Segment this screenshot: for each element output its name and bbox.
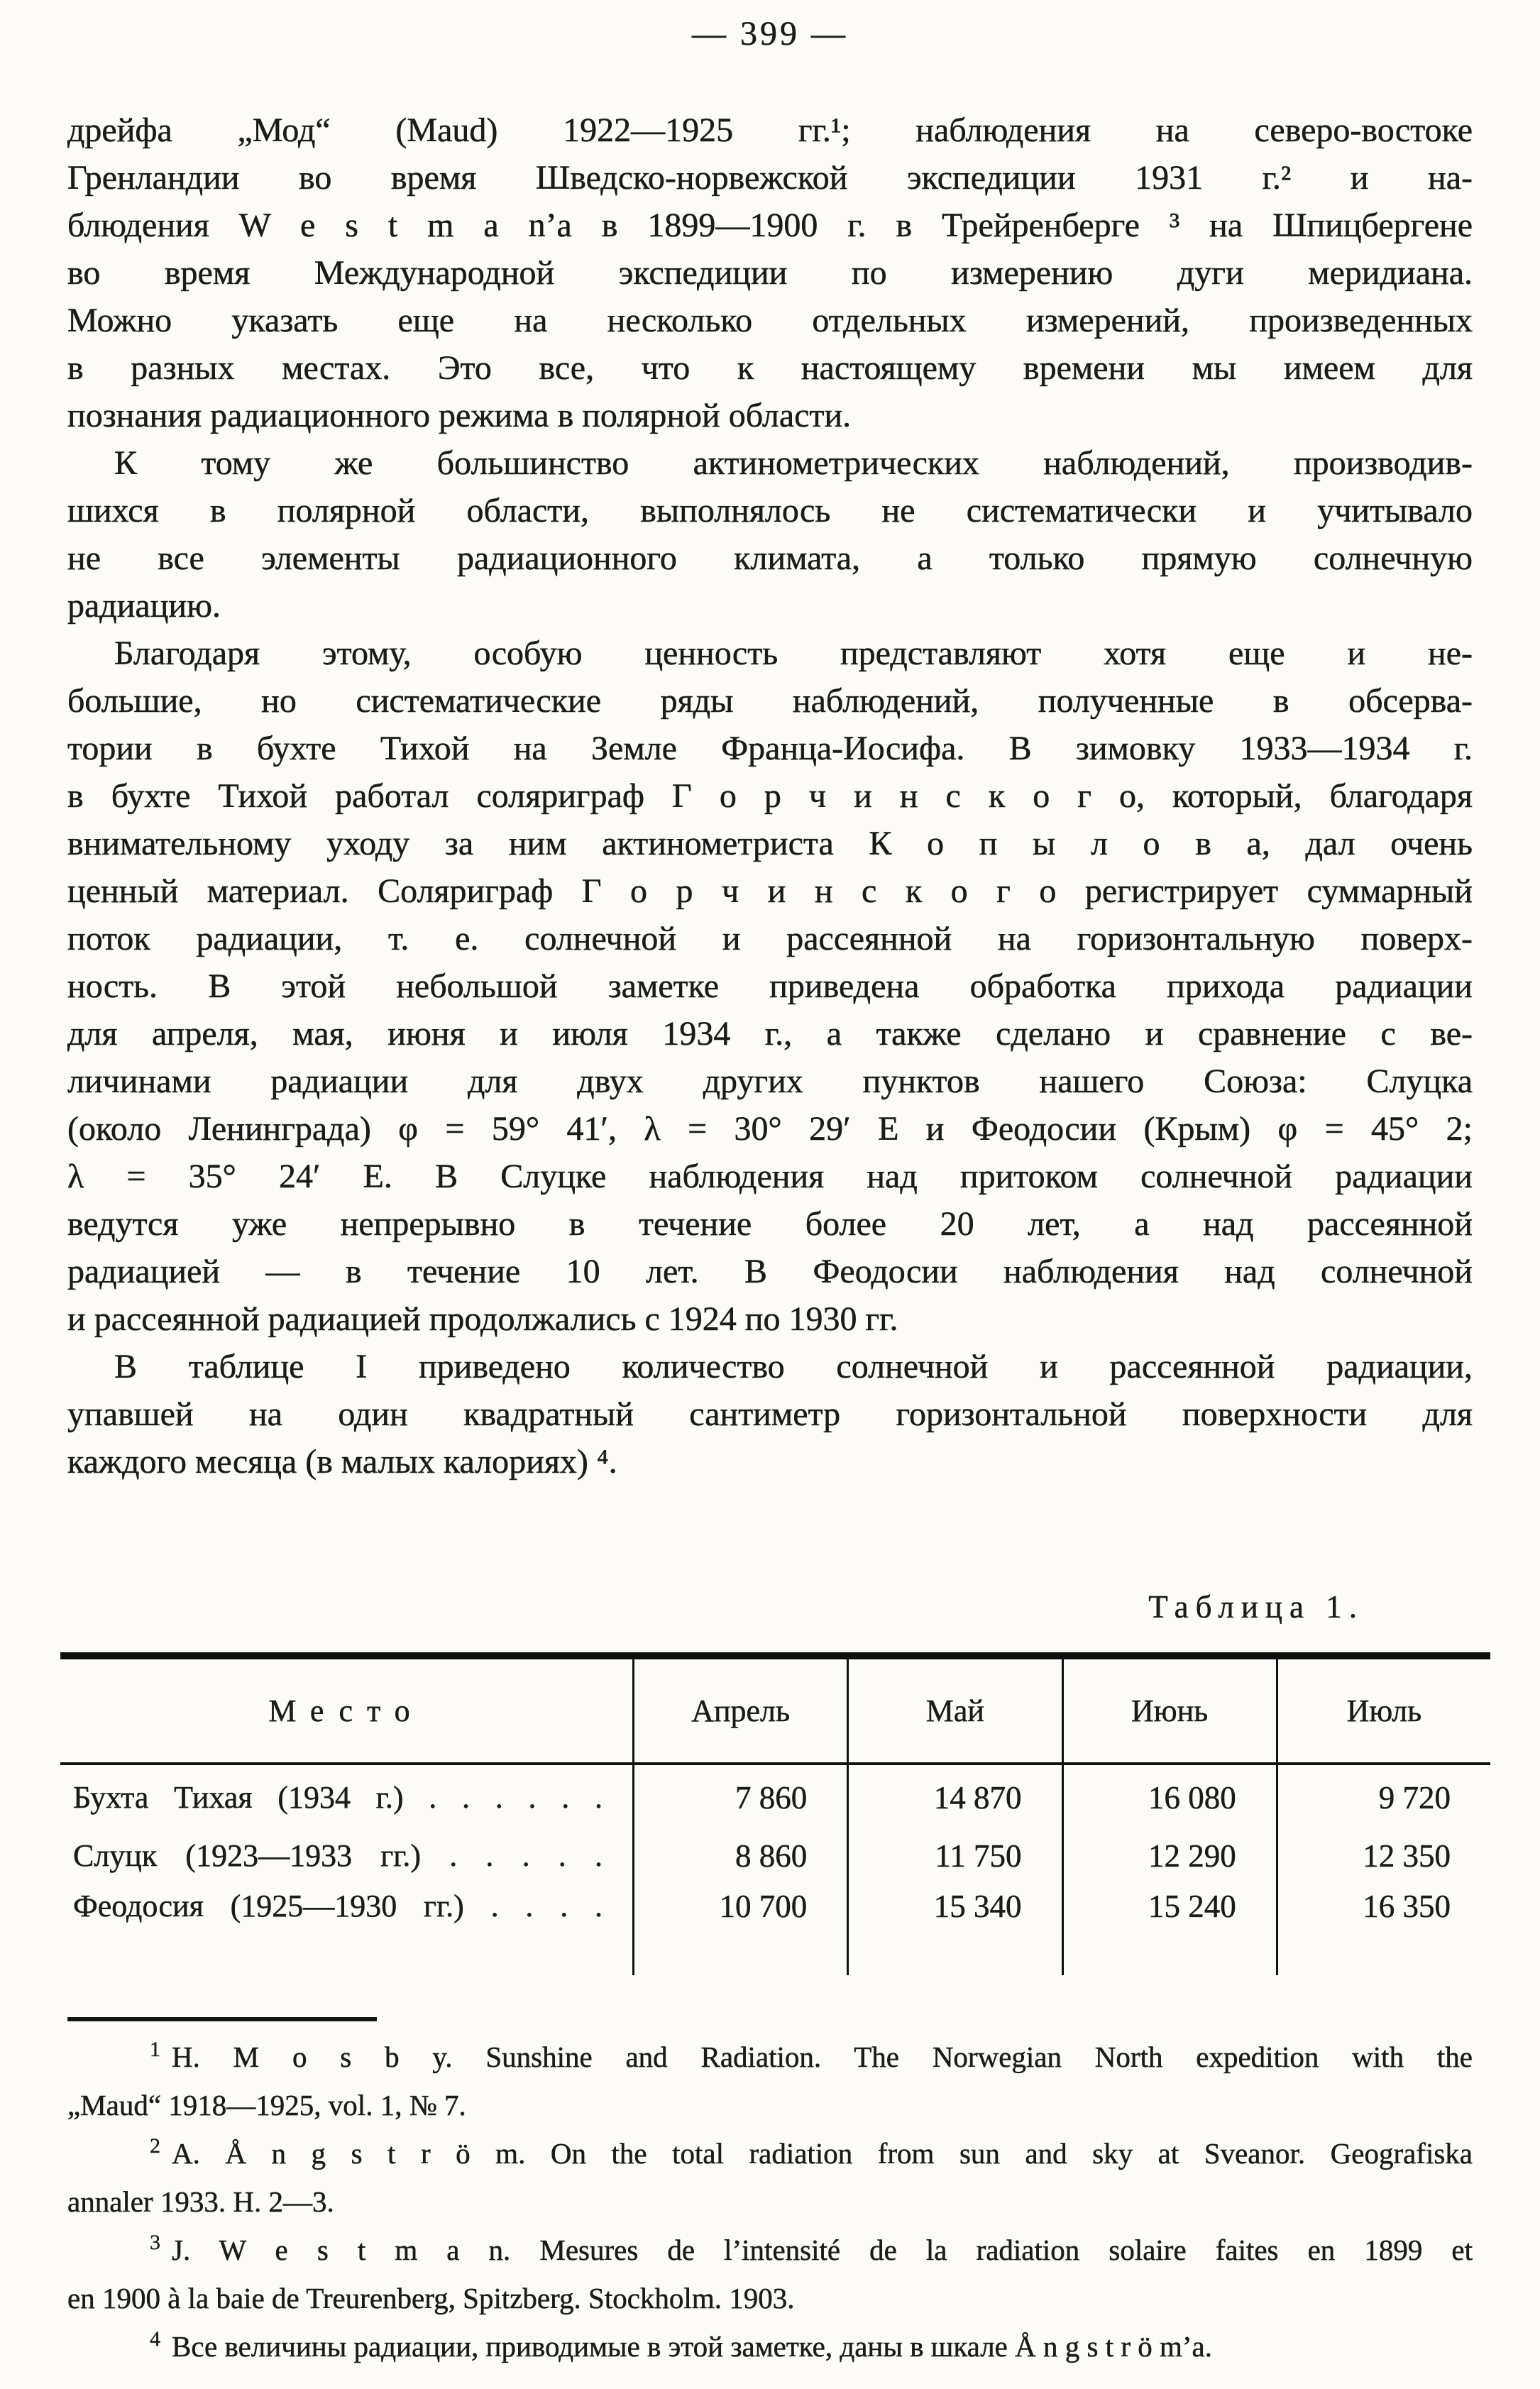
text-line: большие, но систематические ряды наблюдений, полученные в обсерва- xyxy=(67,682,1473,720)
footnote-text: A. Å n g s t r ö m. On the total radiation from sun and sky at Sveanor. Geografiska xyxy=(172,2137,1473,2170)
column-header-may: Май xyxy=(847,1659,1061,1762)
table-bottom-spacer xyxy=(60,1931,1490,1975)
text-line: поток радиации, т. е. солнечной и рассеянной на горизонтальную поверх- xyxy=(67,920,1473,957)
cell-value: 12 350 xyxy=(1276,1830,1490,1881)
footnote-line xyxy=(67,2226,1473,2274)
text-line-paragraph-start: К тому же большинство актинометрических наблюдений, производив- xyxy=(114,444,1473,482)
table-row xyxy=(60,1765,1490,1830)
footnote-text: annaler 1933. H. 2—3. xyxy=(67,2185,334,2218)
cell-value: 11 750 xyxy=(847,1830,1061,1881)
footnote-text: H. M o s b y. Sunshine and Radiation. The Norwegian North expedition with the xyxy=(172,2041,1473,2073)
body-text-block xyxy=(67,106,1473,1485)
cell-value: 16 080 xyxy=(1062,1765,1276,1830)
text-line: личинами радиации для двух других пунктов нашего Союза: Слуцка xyxy=(67,1062,1473,1100)
text-line: (около Ленинграда) φ = 59° 41′, λ = 30° 29′ E и Феодосии (Крым) φ = 45° 2; xyxy=(67,1110,1473,1148)
text-line: не все элементы радиационного климата, а только прямую солнечную xyxy=(67,539,1473,577)
row-place-label: Слуцк (1923—1933 гг.) . . . . . xyxy=(73,1838,603,1873)
footnote-marker: 3 xyxy=(150,2231,160,2255)
footnotes-block xyxy=(67,2033,1473,2371)
table-row xyxy=(60,1881,1490,1931)
cell-value: 16 350 xyxy=(1276,1881,1490,1931)
footnote-line xyxy=(67,2322,1473,2371)
text-line: ность. В этой небольшой заметке приведена обработка прихода радиации xyxy=(67,967,1473,1005)
text-line: и рассеянной радиацией продолжались с 1924 по 1930 гг. xyxy=(67,1300,898,1338)
text-line: ведутся уже непрерывно в течение более 20 лет, а над рассеянной xyxy=(67,1205,1473,1243)
column-header-july: Июль xyxy=(1276,1659,1490,1762)
footnote-text: en 1900 à la baie de Treurenberg, Spitzberg. Stockholm. 1903. xyxy=(67,2282,795,2314)
footnote-text: „Maud“ 1918—1925, vol. 1, № 7. xyxy=(67,2089,466,2121)
text-line: радиацией — в течение 10 лет. В Феодосии наблюдения над солнечной xyxy=(67,1253,1473,1290)
text-line: в разных местах. Это все, что к настоящему времени мы имеем для xyxy=(67,349,1473,387)
column-header-april: Апрель xyxy=(632,1659,847,1762)
text-line: Можно указать еще на несколько отдельных измерений, произведенных xyxy=(67,302,1473,339)
text-line: познания радиационного режима в полярной области. xyxy=(67,397,852,434)
cell-value: 7 860 xyxy=(632,1765,847,1830)
cell-value: 12 290 xyxy=(1062,1830,1276,1881)
footnote-line xyxy=(67,2177,1473,2226)
footnote-divider xyxy=(67,2017,377,2021)
footnote-line xyxy=(67,2033,1473,2081)
text-line: внимательному уходу за ним актинометриста К о п ы л о в а, дал очень xyxy=(67,825,1473,862)
text-line-paragraph-start: В таблице I приведено количество солнечной и рассеянной радиации, xyxy=(114,1348,1473,1385)
row-place-label: Бухта Тихая (1934 г.) . . . . . . xyxy=(73,1780,603,1815)
text-line: для апреля, мая, июня и июля 1934 г., а также сделано и сравнение с ве- xyxy=(67,1015,1473,1053)
text-line: λ = 35° 24′ E. В Слуцке наблюдения над притоком солнечной радиации xyxy=(67,1158,1473,1195)
text-line: каждого месяца (в малых калориях) ⁴. xyxy=(67,1443,617,1481)
text-line-paragraph-start: Благодаря этому, особую ценность представляют хотя еще и не- xyxy=(114,635,1473,672)
footnote-marker: 2 xyxy=(150,2134,160,2158)
footnote-line xyxy=(67,2129,1473,2177)
column-header-june: Июнь xyxy=(1062,1659,1276,1762)
footnote-marker: 1 xyxy=(150,2038,160,2062)
table-row xyxy=(60,1830,1490,1881)
cell-value: 10 700 xyxy=(632,1881,847,1931)
text-line: упавшей на один квадратный сантиметр горизонтальной поверхности для xyxy=(67,1395,1473,1433)
text-line: во время Международной экспедиции по измерению дуги меридиана. xyxy=(67,254,1473,292)
text-line: шихся в полярной области, выполнялось не систематически и учитывало xyxy=(67,492,1473,529)
row-place-label: Феодосия (1925—1930 гг.) . . . . xyxy=(73,1889,603,1923)
cell-value: 14 870 xyxy=(847,1765,1061,1830)
footnote-text: Все величины радиации, приводимые в этой заметке, даны в шкале Å n g s t r ö m’а. xyxy=(172,2330,1212,2363)
cell-value: 15 340 xyxy=(847,1881,1061,1931)
cell-value: 8 860 xyxy=(632,1830,847,1881)
footnote-marker: 4 xyxy=(150,2327,160,2351)
text-line: Гренландии во время Шведско-норвежской экспедиции 1931 г.² и на- xyxy=(67,159,1473,197)
text-line: дрейфа „Мод“ (Maud) 1922—1925 гг.¹; наблюдения на северо-востоке xyxy=(67,111,1473,149)
cell-value: 15 240 xyxy=(1062,1881,1276,1931)
text-line: ценный материал. Соляриграф Г о р ч и н с к о г о регистрирует суммарный xyxy=(67,872,1473,910)
footnote-line xyxy=(67,2274,1473,2322)
text-line: радиацию. xyxy=(67,587,221,625)
footnote-text: J. W e s t m a n. Mesures de l’intensité de la radiation solaire faites en 1899 et xyxy=(172,2234,1473,2266)
cell-value: 9 720 xyxy=(1276,1765,1490,1830)
column-header-place: Место xyxy=(268,1693,424,1728)
radiation-table xyxy=(60,1652,1490,1975)
table-header-row xyxy=(60,1659,1490,1765)
page-number: — 399 — xyxy=(692,15,848,53)
footnote-line xyxy=(67,2081,1473,2129)
text-line: в бухте Тихой работал соляриграф Г о р ч и н с к о г о, который, благодаря xyxy=(67,777,1473,815)
text-line: тории в бухте Тихой на Земле Франца-Иосифа. В зимовку 1933—1934 г. xyxy=(67,730,1473,767)
text-line: блюдения W e s t m a n’а в 1899—1900 г. в Трейренберге ³ на Шпицбергене xyxy=(67,207,1473,244)
table-caption: Таблица 1. xyxy=(1148,1589,1364,1625)
